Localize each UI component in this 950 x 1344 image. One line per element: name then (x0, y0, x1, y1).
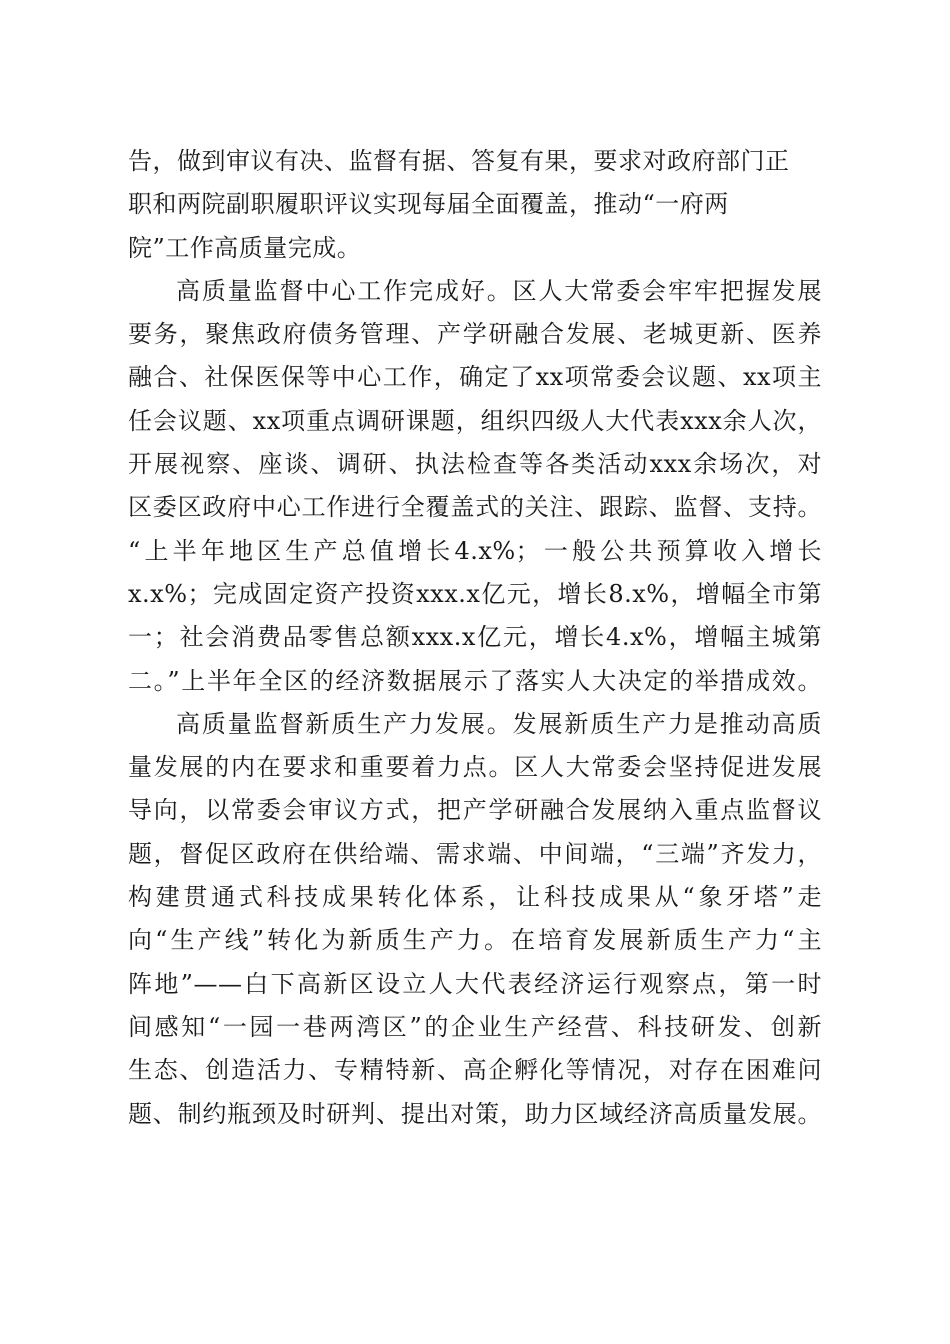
paragraph-new-productivity-supervision: 高质量监督新质生产力发展。发展新质生产力是推动高质 量发展的内在要求和重要着力点。区人大常委会坚持促进发展 导向，以常委会审议方式，把产学研融合发展纳入重点监督议 题，督促区政府在供给端、需求端、中间端，“三端”齐发力， 构建贯通式科技成果转化体系，让科技成果从“象牙塔”走 向“生产线”转化为新质生产力。在培育发展新质生产力“主 阵地”——白下高新区设立人大代表经济运行观察点，第一时 间感知“一园一巷两湾区”的企业生产经营、科技研发、创新 生态、创造活力、专精特新、高企孵化等情况，对存在困难问 题、制约瓶颈及时研判、提出对策，助力区域经济高质量发展。 (128, 709, 822, 1128)
paragraph-central-work-supervision: 高质量监督中心工作完成好。区人大常委会牢牢把握发展 要务，聚焦政府债务管理、产学研融合发展、老城更新、医养 融合、社保医保等中心工作，确定了xx项常委会议题、xx项主 任会议题、xx项重点调研课题，组织四级人大代表xxx余人次， 开展视察、座谈、调研、执法检查等各类活动xxx余场次，对 区委区政府中心工作进行全覆盖式的关注、跟踪、监督、支持。 “上半年地区生产总值增长4.x%；一般公共预算收入增长 x.x%；完成固定资产投资xxx.x亿元，增长8.x%，增幅全市第 一；社会消费品零售总额xxx.x亿元，增长4.x%，增幅主城第 二。”上半年全区的经济数据展示了落实人大决定的举措成效。 (128, 276, 822, 695)
paragraph-continuation: 告，做到审议有决、监督有据、答复有果，要求对政府部门正 职和两院副职履职评议实现每届全面覆盖，推动“一府两 院”工作高质量完成。 (128, 147, 790, 262)
document-body (128, 140, 822, 1136)
